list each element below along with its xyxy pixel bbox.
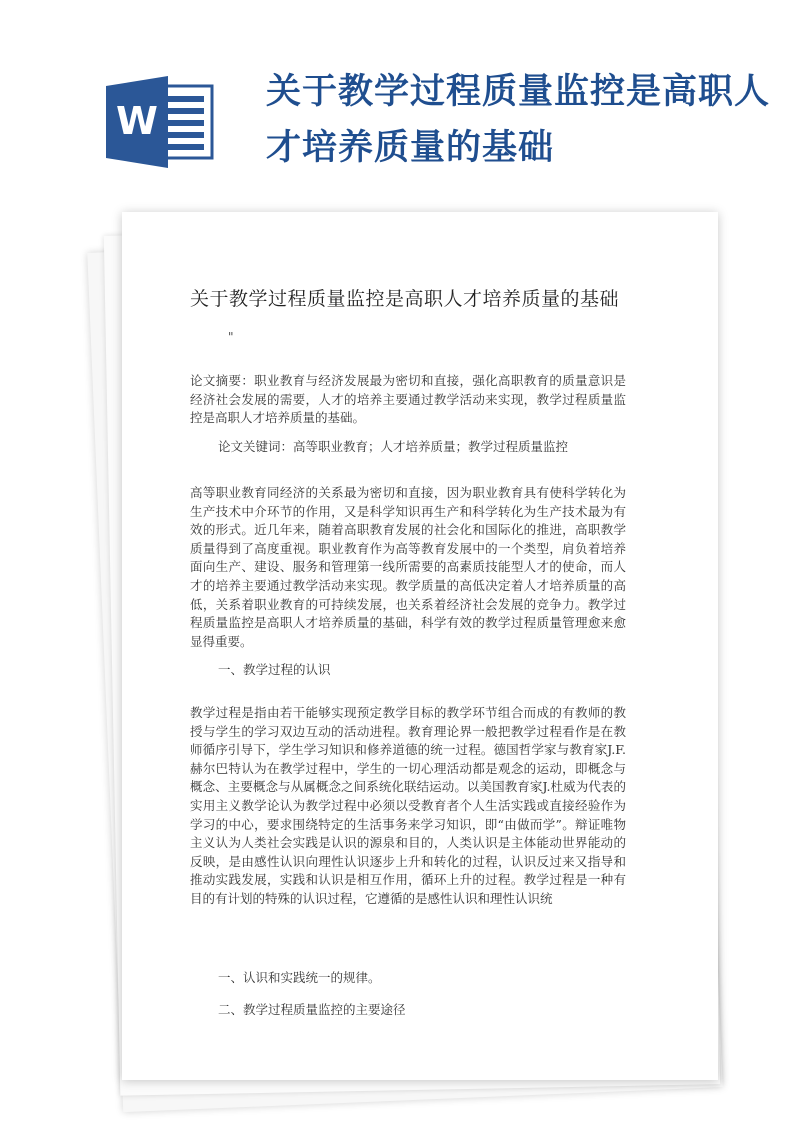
document-mark: " xyxy=(228,330,234,344)
document-title: 关于教学过程质量监控是高职人才培养质量的基础 xyxy=(190,288,620,310)
list-item: 一、认识和实践统一的规律。 xyxy=(218,970,381,985)
header-title: 关于教学过程质量监控是高职人才培养质量的基础 xyxy=(266,72,771,168)
section-heading: 一、教学过程的认识 xyxy=(218,662,331,677)
keywords-paragraph: 论文关键词：高等职业教育；人才培养质量；教学过程质量监控 xyxy=(218,439,569,454)
header-banner xyxy=(0,0,800,200)
abstract-paragraph: 论文摘要：职业教育与经济发展最为密切和直接，强化高职教育的质量意识是经济社会发展的需要，人才的培养主要通过教学活动来实现，教学过程质量监控是高职人才培养质量的基础。 xyxy=(190,373,626,426)
list-item: 二、教学过程质量监控的主要途径 xyxy=(218,1002,406,1017)
word-document-icon xyxy=(106,76,218,168)
intro-paragraph: 高等职业教育同经济的关系最为密切和直接，因为职业教育具有使科学转化为生产技术中介环节的作用，又是科学知识再生产和科学转化为生产技术最为有效的形式。近几年来，随着高职教育发展的社会化和国际化的推进，高职教学质量得到了高度重视。职业教育作为高等教育发展中的一个类型，肩负着培养面向生产、建设、服务和管理第一线所需要的高素质技能型人才的使命，而人才的培养主要通过教学活动来实现。教学质量的高低决定着人才培养质量的高低，关系着职业教育的可持续发展，也关系着经济社会发展的竞争力。教学过程质量监控是高职人才培养质量的基础，科学有效的教学过程质量管理愈来愈显得重要。 xyxy=(190,485,626,649)
svg-text:W: W xyxy=(116,99,158,143)
body-paragraph: 教学过程是指由若干能够实现预定教学目标的教学环节组合而成的有教师的教授与学生的学习双边互动的活动进程。教育理论界一般把教学过程看作是在教师循序引导下，学生学习知识和修养道德的统一过程。德国哲学家与教育家J.F.赫尔巴特认为在教学过程中，学生的一切心理活动都是观念的运动，即概念与概念、主要概念与从属概念之间系统化联结运动。以美国教育家J.杜威为代表的实用主义教学论认为教学过程中必须以受教育者个人生活实践或直接经验作为学习的中心，要求围绕特定的生活事务来学习知识，即“由做而学”。辩证唯物主义认为人类社会实践是认识的源泉和目的，人类认识是主体能动世界能动的反映，是由感性认识向理性认识逐步上升和转化的过程，认识反过来又指导和推动实践发展，实践和认识是相互作用，循环上升的过程。教学过程是一种有目的有计划的特殊的认识过程，它遵循的是感性认识和理性认识统 xyxy=(190,705,626,906)
